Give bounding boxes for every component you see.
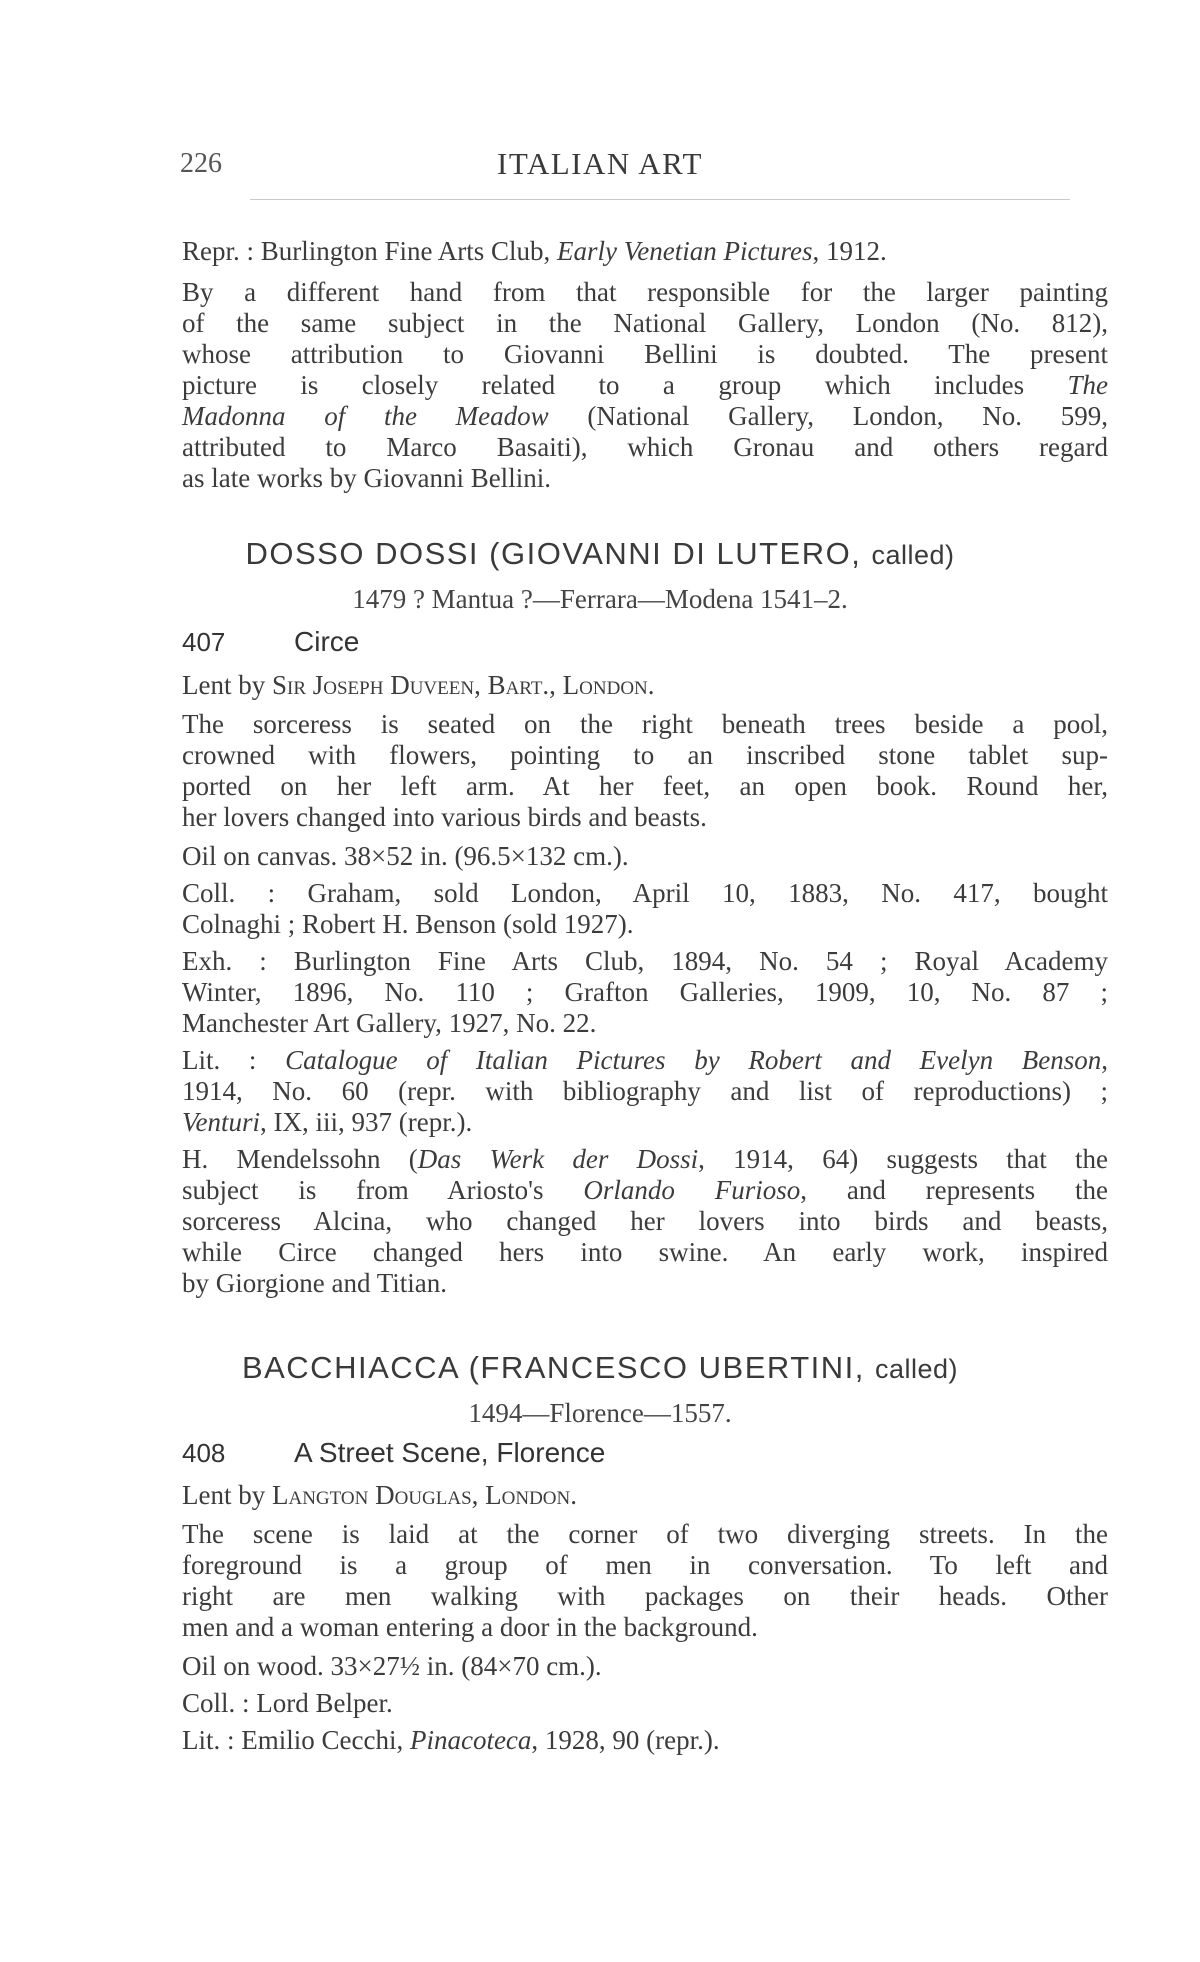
catalogue-entry-heading bbox=[182, 1437, 605, 1469]
artist-suffix: called) bbox=[871, 540, 955, 570]
artwork-title: A Street Scene, Florence bbox=[294, 1437, 606, 1468]
medium: Oil on canvas. 38×52 in. (96.5×132 cm.). bbox=[182, 841, 629, 871]
artist-heading bbox=[0, 1350, 1200, 1386]
medium: Oil on wood. 33×27½ in. (84×70 cm.). bbox=[182, 1651, 602, 1681]
italic-text: The bbox=[1067, 370, 1108, 400]
text-line: By a different hand from that responsible for the larger painting bbox=[182, 277, 1108, 307]
artist-dates: 1479 ? Mantua ?—Ferrara—Modena 1541–2. bbox=[352, 584, 848, 614]
italic-text: Das Werk der Dossi bbox=[417, 1144, 699, 1174]
repr-year: , 1912. bbox=[812, 236, 887, 266]
lender-line bbox=[182, 670, 1108, 701]
text-line: Manchester Art Gallery, 1927, No. 22. bbox=[182, 1008, 597, 1038]
lent-prefix: Lent by bbox=[182, 1480, 272, 1510]
text-line: while Circe changed hers into swine. An early work, inspired bbox=[182, 1237, 1108, 1267]
text-line: whose attribution to Giovanni Bellini is doubted. The present bbox=[182, 339, 1108, 369]
entry-408-body bbox=[182, 1480, 1108, 1756]
italic-text: Catalogue of Italian Pictures by Robert and Evelyn Benson bbox=[285, 1045, 1102, 1075]
lit-label: Lit. : bbox=[182, 1045, 286, 1075]
artwork-title: Circe bbox=[294, 626, 360, 657]
text-line: 1914, No. 60 (repr. with bibliography and list of reproductions) ; bbox=[182, 1076, 1108, 1106]
artist-heading bbox=[0, 536, 1200, 572]
italic-text: Orlando Furioso bbox=[583, 1175, 801, 1205]
text-line: Winter, 1896, No. 110 ; Grafton Galleries, 1909, 10, No. 87 ; bbox=[182, 977, 1108, 1007]
text-line: Exh. : Burlington Fine Arts Club, 1894, No. 54 ; Royal Academy bbox=[182, 946, 1108, 976]
page-number: 226 bbox=[180, 148, 222, 179]
intro-paragraph bbox=[182, 277, 1108, 494]
text-span: , 1928, 90 (repr.). bbox=[531, 1725, 720, 1755]
text-span: subject is from Ariosto's bbox=[182, 1175, 584, 1205]
catalogue-number: 407 bbox=[182, 627, 226, 657]
text-line bbox=[182, 1144, 1108, 1175]
text-line: Colnaghi ; Robert H. Benson (sold 1927). bbox=[182, 909, 634, 939]
collection bbox=[182, 878, 1108, 940]
text-line: men and a woman entering a door in the background. bbox=[182, 1612, 758, 1642]
artist-dates: 1494—Florence—1557. bbox=[468, 1398, 732, 1428]
catalogue-entry-heading bbox=[182, 626, 359, 658]
text-span: , 1914, 64) suggests that the bbox=[698, 1144, 1109, 1174]
text-line: of the same subject in the National Gallery, London (No. 812), bbox=[182, 308, 1108, 338]
text-line bbox=[182, 401, 1108, 432]
text-line bbox=[182, 1175, 1108, 1206]
description bbox=[182, 1519, 1108, 1643]
collection: Coll. : Lord Belper. bbox=[182, 1688, 393, 1718]
text-span: H. Mendelssohn ( bbox=[182, 1144, 418, 1174]
text-line: by Giorgione and Titian. bbox=[182, 1268, 448, 1298]
text-line: foreground is a group of men in conversation. To left and bbox=[182, 1550, 1108, 1580]
description bbox=[182, 709, 1108, 833]
text-line: as late works by Giovanni Bellini. bbox=[182, 463, 551, 493]
text-line: attributed to Marco Basaiti), which Gronau and others regard bbox=[182, 432, 1108, 462]
italic-text: Madonna of the Meadow bbox=[182, 401, 549, 431]
text-line: sorceress Alcina, who changed her lovers into birds and beasts, bbox=[182, 1206, 1108, 1236]
literature bbox=[182, 1045, 1108, 1138]
literature bbox=[182, 1725, 1108, 1756]
text-line: crowned with flowers, pointing to an inscribed stone tablet sup- bbox=[182, 740, 1108, 770]
text-line: Coll. : Graham, sold London, April 10, 1883, No. 417, bought bbox=[182, 878, 1108, 908]
text-line bbox=[182, 1107, 1108, 1138]
exhibitions bbox=[182, 946, 1108, 1039]
text-line: ported on her left arm. At her feet, an open book. Round her, bbox=[182, 771, 1108, 801]
header-rule bbox=[250, 199, 1070, 200]
running-title: ITALIAN ART bbox=[497, 146, 703, 181]
lit-label: Lit. : Emilio Cecchi, bbox=[182, 1725, 410, 1755]
artist-suffix: called) bbox=[875, 1354, 959, 1384]
text-span: picture is closely related to a group which includes bbox=[182, 370, 1068, 400]
italic-text: Pinacoteca bbox=[409, 1725, 532, 1755]
artist-name: DOSSO DOSSI (GIOVANNI DI LUTERO, bbox=[245, 536, 872, 571]
lender: Langton Douglas, London. bbox=[271, 1480, 578, 1510]
italic-text: Venturi bbox=[182, 1107, 260, 1137]
commentary bbox=[182, 1144, 1108, 1299]
text-span: , and represents the bbox=[800, 1175, 1108, 1205]
lender-line bbox=[182, 1480, 1108, 1511]
repr-line bbox=[182, 236, 1108, 267]
repr-label: Repr. : Burlington Fine Arts Club, bbox=[182, 236, 558, 266]
lent-prefix: Lent by bbox=[182, 670, 272, 700]
catalogue-number: 408 bbox=[182, 1438, 226, 1468]
text-line: The sorceress is seated on the right beneath trees beside a pool, bbox=[182, 709, 1108, 739]
text-line: her lovers changed into various birds and beasts. bbox=[182, 802, 707, 832]
text-span: , IX, iii, 937 (repr.). bbox=[260, 1107, 473, 1137]
lender: Sir Joseph Duveen, Bart., London. bbox=[271, 670, 655, 700]
text-line bbox=[182, 370, 1108, 401]
repr-title: Early Venetian Pictures bbox=[557, 236, 813, 266]
intro-section bbox=[182, 236, 1108, 494]
text-span: (National Gallery, London, No. 599, bbox=[548, 401, 1108, 431]
entry-407-body bbox=[182, 670, 1108, 1299]
text-line bbox=[182, 1045, 1108, 1076]
artist-name: BACCHIACCA (FRANCESCO UBERTINI, bbox=[241, 1350, 876, 1385]
text-line: The scene is laid at the corner of two diverging streets. In the bbox=[182, 1519, 1108, 1549]
text-span: , bbox=[1101, 1045, 1108, 1075]
text-line: right are men walking with packages on their heads. Other bbox=[182, 1581, 1108, 1611]
